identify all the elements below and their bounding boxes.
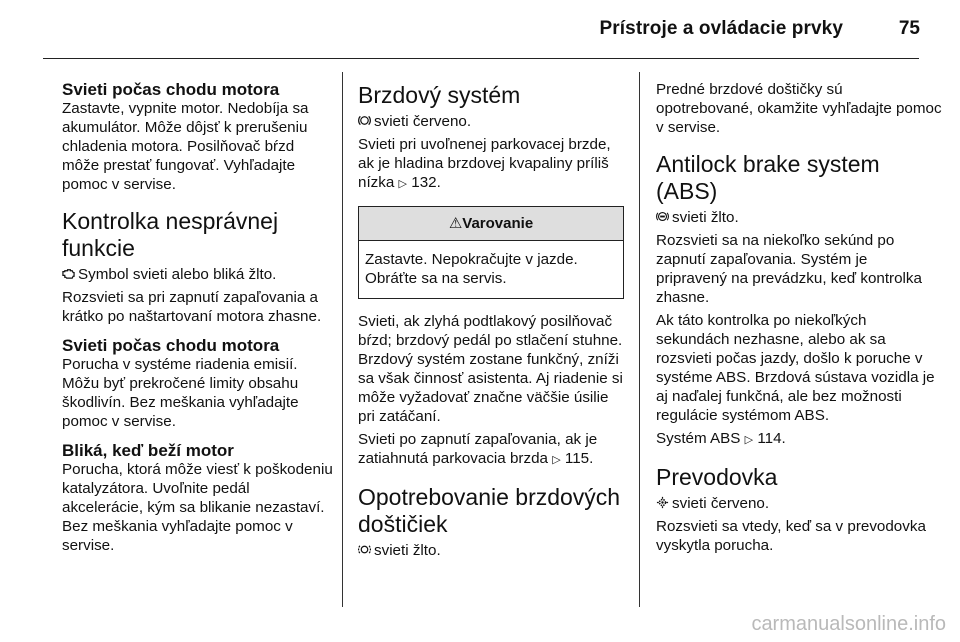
page-ref-115[interactable]: 115. xyxy=(564,450,594,467)
heading-running-2: Svieti počas chodu motora xyxy=(62,336,280,355)
page-ref-arrow-icon: ▷ xyxy=(552,454,561,466)
text-brake-symbol: svieti červeno. xyxy=(358,112,624,131)
heading-flashing: Bliká, keď beží motor xyxy=(62,441,234,460)
brake-warning-icon xyxy=(358,114,371,127)
column-3 xyxy=(656,80,942,559)
text-abs-desc-1: Rozsvieti sa na niekoľko sekúnd po zapnutí zapaľovania. Systém je pripravený na prevádzku, keď kontrolka zhasne. xyxy=(656,232,922,306)
text-parking: Svieti po zapnutí zapaľovania, ak je zatiahnutá parkovacia brzda ▷ 115. xyxy=(358,431,598,467)
text-gearbox-desc: Rozsvieti sa vtedy, keď sa v prevodovka vyskytla porucha. xyxy=(656,518,926,554)
column-2 xyxy=(358,80,624,564)
text-abs-desc-2: Ak táto kontrolka po niekoľkých sekundách nezhasne, alebo ak sa rozsvieti počas jazdy, došlo k poruche v systéme ABS. Brzdová sústava vozidla je aj naďalej funkčná, ale bez možnosti regulácie systémom ABS. xyxy=(656,312,935,424)
abs-icon xyxy=(656,210,669,223)
page-ref-arrow-icon: ▷ xyxy=(744,434,754,446)
warning-box xyxy=(358,206,624,299)
text-abs-ref: Systém ABS ▷ 114. xyxy=(656,430,786,447)
header-divider xyxy=(43,58,919,59)
text-brake-desc: Svieti pri uvoľnenej parkovacej brzde, ak je hladina brzdovej kvapaliny príliš nízka ▷ 132. xyxy=(358,136,611,191)
page-header-title: Prístroje a ovládacie prvky xyxy=(599,18,843,39)
warning-text: Zastavte. Nepokračujte v jazde. Obráťte sa na servis. xyxy=(365,251,578,287)
brake-pad-icon xyxy=(358,543,371,556)
column-1 xyxy=(62,80,334,559)
heading-brake-pads: Opotrebovanie brzdových doštičiek xyxy=(358,484,621,537)
page-ref-114[interactable]: 114. xyxy=(757,430,786,447)
warning-header: ⚠Varovanie xyxy=(359,207,623,241)
watermark: carmanualsonline.info xyxy=(751,613,946,635)
text-malfunction-symbol: Symbol svieti alebo bliká žlto. xyxy=(62,265,334,284)
text-pads-symbol: svieti žlto. xyxy=(358,541,624,560)
page-ref-132[interactable]: 132. xyxy=(411,174,441,191)
heading-malfunction: Kontrolka nesprávnej funkcie xyxy=(62,208,279,261)
column-divider-1 xyxy=(342,72,343,607)
text-running-1: Zastavte, vypnite motor. Nedobíja sa akumulátor. Môže dôjsť k prerušeniu chladenia motora. Posilňovač bŕzd môže prestať fungovať. Vyhľadajte pomoc v servise. xyxy=(62,100,309,193)
heading-brake-system: Brzdový systém xyxy=(358,82,521,108)
text-vacuum: Svieti, ak zlyhá podtlakový posilňovač bŕzd; brzdový pedál po stlačení stuhne. Brzdový systém zostane funkčný, zníži sa však činnosť asistenta. Aj riadenie si môže vyžadovať značne väčšie úsilie pri zatáčaní. xyxy=(358,313,623,425)
heading-running-1: Svieti počas chodu motora xyxy=(62,80,280,99)
gearbox-icon xyxy=(656,496,669,509)
text-running-2: Porucha v systéme riadenia emisií. Môžu byť prekročené limity obsahu škodlivín. Bez meškania vyhľadajte pomoc v servise. xyxy=(62,356,299,430)
page-number: 75 xyxy=(898,18,920,39)
engine-icon xyxy=(62,267,75,280)
page-ref-arrow-icon: ▷ xyxy=(398,178,408,190)
text-flashing: Porucha, ktorá môže viesť k poškodeniu katalyzátora. Uvoľnite pedál akcelerácie, kým sa blikanie nezastaví. Bez meškania vyhľadajte pomoc v servise. xyxy=(62,461,333,554)
text-pads-desc: Predné brzdové doštičky sú opotrebované, okamžite vyhľadajte pomoc v servise. xyxy=(656,81,942,136)
column-divider-2 xyxy=(639,72,640,607)
text-abs-symbol: svieti žlto. xyxy=(656,208,942,227)
text-malfunction-desc: Rozsvieti sa pri zapnutí zapaľovania a krátko po naštartovaní motora zhasne. xyxy=(62,289,322,325)
heading-abs: Antilock brake system (ABS) xyxy=(656,151,880,204)
heading-gearbox: Prevodovka xyxy=(656,464,778,490)
warning-triangle-icon: ⚠ xyxy=(448,215,463,232)
text-gearbox-symbol: svieti červeno. xyxy=(656,494,942,513)
